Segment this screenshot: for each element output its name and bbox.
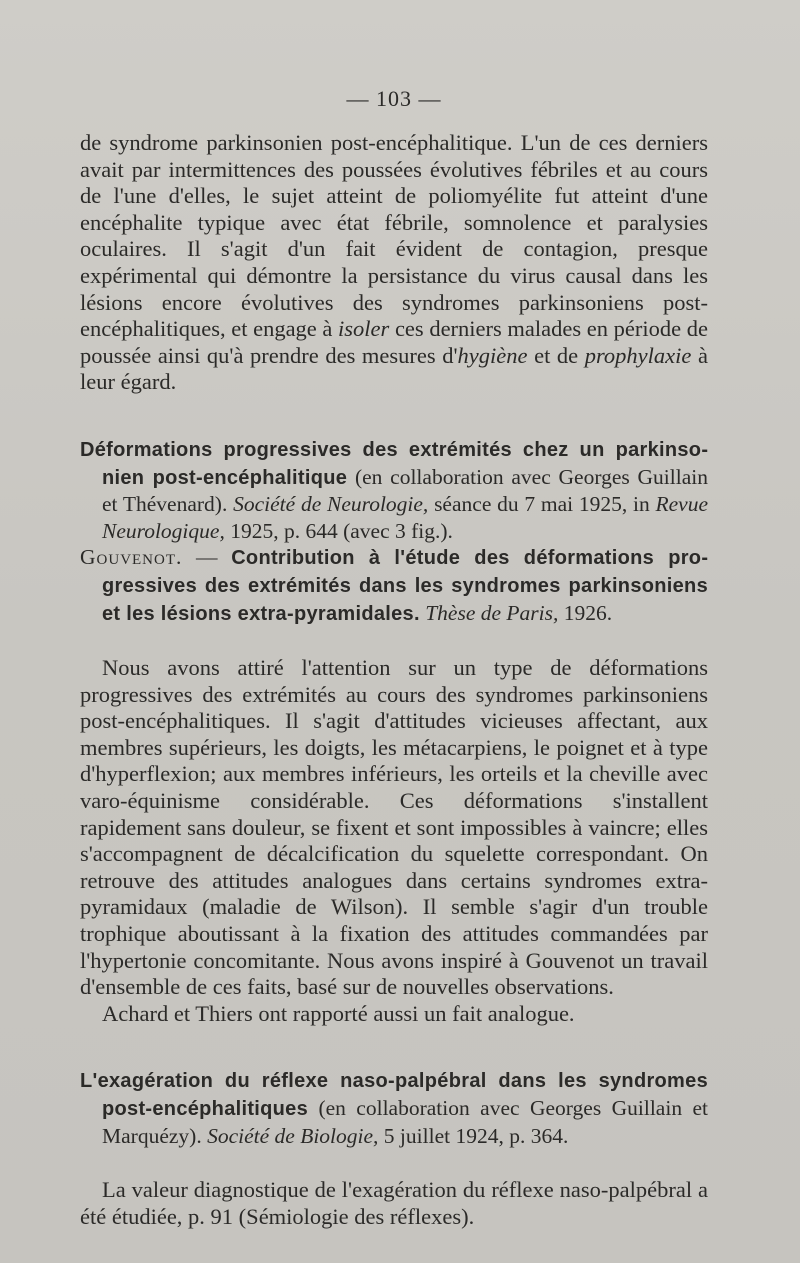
italic-term-isoler: isoler — [338, 316, 390, 342]
reference-dash: — — [182, 545, 232, 570]
reference-text: séance du 7 mai 1925, in — [428, 492, 656, 517]
reference-text: 1925, p. 644 (avec 3 fig.). — [224, 518, 453, 543]
reference-text: (en collaboration avec Georges Guillain et Marquézy). — [102, 1096, 708, 1148]
reference-journal: Société de Biologie, — [207, 1123, 379, 1148]
page-number: — 103 — — [346, 86, 442, 111]
reference-journal: Revue Neurologique, — [102, 492, 708, 543]
reference-deformations — [80, 436, 708, 544]
paragraph-deformations: Nous avons attiré l'attention sur un type de déformations progressives des extrémités au cours des syndromes parkinsoniens post-encéphalitiques. Il s'agit d'attitudes vicieuses affectant, aux membres supérieurs, les doigts, les métacarpiens, le poignet et à type d'hyperflexion; aux membres inférieurs, les orteils et la cheville avec varo-équinisme considérable. Ces déformations s'installent rapidement sans douleur, se fixent et sont impossibles à vaincre; elles s'accompagnent de décalcification du squelette correspondant. On retrouve des attitudes analogues dans certains syndromes extra-pyramidaux (maladie de Wilson). Il semble s'agir d'un trouble trophique aboutissant à la fixation des attitudes commandées par l'hypertonie concomitante. Nous avons inspiré à Gouvenot un travail d'ensemble de ces faits, basé sur de nouvelles observations. — [80, 655, 708, 1000]
reference-title: Déformations progressives des extrémités chez un parkinsonien post-encéphalitique — [80, 438, 708, 489]
italic-term-hygiene: hygiène — [457, 342, 528, 368]
text-span: et de — [527, 342, 585, 368]
text-span: ces derniers malades en période de poussée ainsi qu'à prendre des mesures d' — [80, 316, 708, 368]
text-span: de syndrome parkinsonien post-encéphalitique. L'un de ces derniers avait par intermittences des poussées évolutives fébriles et au cours de l'une d'elles, le sujet atteint de poliomyélite fut atteint d'une encéphalite typique avec état fébrile, somnolence et paralysies oculaires. Il s'agit d'un fait évident de contagion, presque expérimental qui démontre la persistance du virus causal dans les lésions encore évolutives des syndromes parkinsoniens post-encéphalitiques, et engage à — [80, 130, 708, 342]
reference-gouvenot — [80, 544, 708, 627]
reference-text: (en collaboration avec Georges Guillain et Thévenard). — [102, 464, 708, 517]
paragraph-achard: Achard et Thiers ont rapporté aussi un fait analogue. — [102, 1000, 575, 1026]
reference-title: L'exagération du réflexe naso-palpébral dans les syndromes post-encéphalitiques — [80, 1070, 708, 1120]
reference-naso-palpebral — [80, 1067, 708, 1149]
reference-author: Gouvenot. — [80, 545, 183, 570]
reference-title: Contribution à l'étude des déformations progressives des extrémités dans les syndromes parkinsoniens et les lésions extra-pyramidales. — [102, 547, 708, 625]
text-span: à leur égard. — [80, 342, 708, 395]
reference-year: 1926. — [558, 600, 613, 625]
reference-thesis: Thèse de Paris, — [419, 600, 559, 625]
paragraph-naso-palpebral: La valeur diagnostique de l'exagération du réflexe naso-palpébral a été étudiée, p. 91 (Sémiologie des réflexes). — [80, 1177, 708, 1229]
reference-text: 5 juillet 1924, p. 364. — [378, 1123, 569, 1148]
italic-term-prophylaxie: prophylaxie — [584, 342, 692, 368]
reference-journal: Société de Neurologie, — [233, 492, 429, 517]
paragraph-contagion — [80, 130, 708, 396]
